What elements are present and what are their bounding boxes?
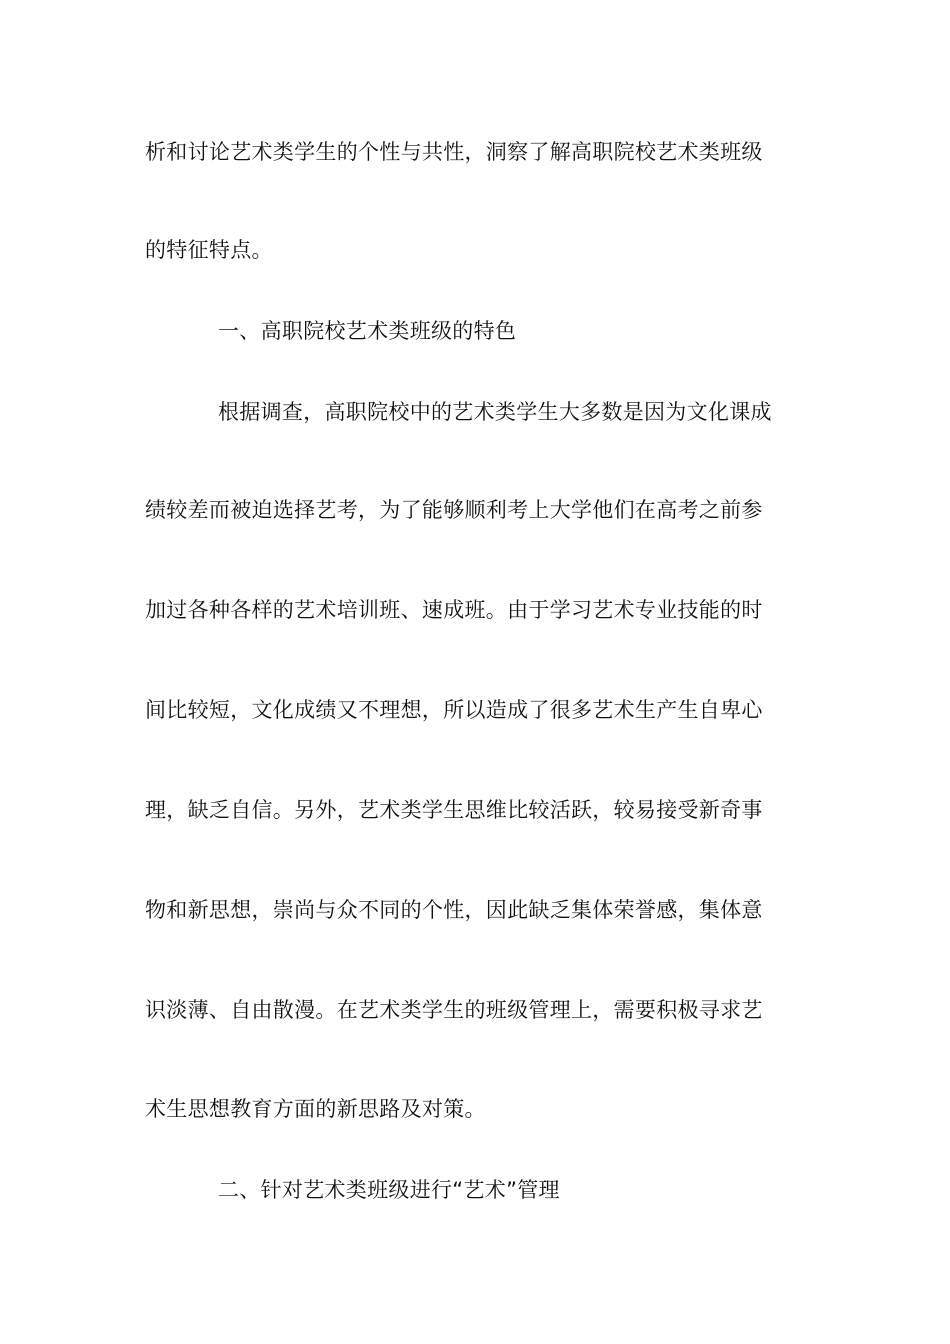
paragraph-line: 物和新思想，崇尚与众不同的个性，因此缺乏集体荣誉感，集体意 — [145, 898, 763, 922]
paragraph-line: 析和讨论艺术类学生的个性与共性，洞察了解高职院校艺术类班级 — [145, 140, 763, 164]
section-heading: 二、针对艺术类班级进行“艺术”管理 — [218, 1178, 560, 1202]
paragraph-line: 间比较短，文化成绩又不理想，所以造成了很多艺术生产生自卑心 — [145, 698, 763, 722]
paragraph-line: 理，缺乏自信。另外，艺术类学生思维比较活跃，较易接受新奇事 — [145, 798, 763, 822]
section-heading: 一、高职院校艺术类班级的特色 — [218, 319, 517, 343]
paragraph-line: 绩较差而被迫选择艺考，为了能够顺利考上大学他们在高考之前参 — [145, 498, 763, 522]
paragraph-line: 加过各种各样的艺术培训班、速成班。由于学习艺术专业技能的时 — [145, 598, 763, 622]
paragraph-line: 根据调查，高职院校中的艺术类学生大多数是因为文化课成 — [218, 400, 772, 424]
paragraph-line: 识淡薄、自由散漫。在艺术类学生的班级管理上，需要积极寻求艺 — [145, 998, 763, 1022]
paragraph-line: 的特征特点。 — [145, 238, 273, 262]
paragraph-line: 术生思想教育方面的新思路及对策。 — [145, 1097, 486, 1121]
